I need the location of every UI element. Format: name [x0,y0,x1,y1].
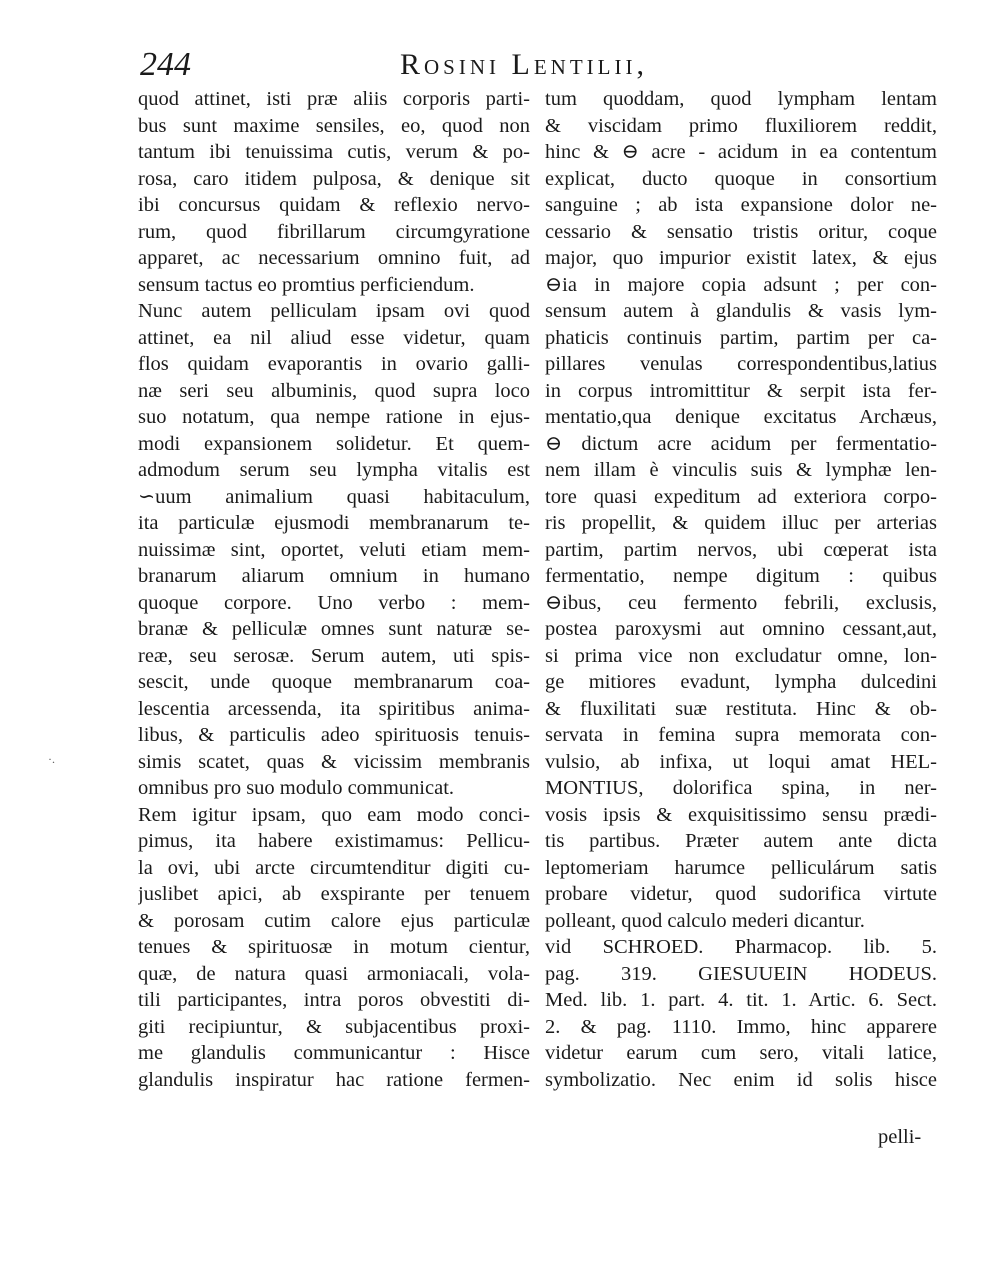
text-line: tili participantes, intra poros obvestiti di- [138,989,530,1011]
text-line: vulsio, ab infixa, ut loqui amat HEL- [545,750,937,773]
text-line: & viscidam primo fluxiliorem reddit, [545,114,937,137]
text-line: juslibet apici, ab exspirante per tenuem [138,883,530,905]
text-line: Med. lib. 1. part. 4. tit. 1. Artic. 6. Sect. [545,989,937,1011]
text-line: mentatio,qua denique excitatus Archæus, [545,406,937,428]
margin-mark: ·. [48,752,55,766]
text-line: attinet, ea nil aliud esse videtur, quam [138,326,530,349]
text-line: suo notatum, qua nempe ratione in ejus- [138,406,530,428]
text-line: libus, & particulis adeo spirituosis tenuis- [138,724,530,746]
text-line: rosa, caro itidem pulposa, & denique sit [138,167,530,190]
left-column [138,86,530,1093]
text-line: pimus, ita habere existimamus: Pellicu- [138,830,530,852]
text-line: videtur earum cum sero, vitali latice, [545,1042,937,1064]
text-line: apparet, ac necessarium omnino fuit, ad [138,247,530,269]
text-line: sanguine ; ab ista expansione dolor ne- [545,194,937,216]
text-line: & porosam cutim calore ejus particulæ [138,909,530,932]
text-line: vid SCHROED. Pharmacop. lib. 5. [545,936,937,958]
text-line: nem illam è vinculis suis & lymphæ len- [545,459,937,481]
text-line: tore quasi expeditum ad exteriora corpo- [545,485,937,508]
text-line: quod attinet, isti præ aliis corporis parti- [138,88,530,110]
text-line: major, quo impurior existit latex, & ejus [545,247,937,269]
text-line: & fluxilitati suæ restituta. Hinc & ob- [545,697,937,720]
text-line: me glandulis communicantur : Hisce [138,1042,530,1064]
text-line: nuissimæ sint, oportet, veluti etiam mem- [138,538,530,561]
text-line: fermentatio, nempe digitum : quibus [545,565,937,587]
text-line: hinc & ⊖ acre - acidum in ea contentum [545,141,937,163]
text-line: cessario & sensatio tristis oritur, coque [545,220,937,243]
text-line: la ovi, ubi arcte circumtenditur digiti cu- [138,856,530,879]
text-line: bus sunt maxime sensiles, eo, quod non [138,114,530,137]
text-line: 2. & pag. 1110. Immo, hinc apparere [545,1015,937,1038]
text-line: ibi concursus quidam & reflexio nervo- [138,194,530,216]
text-line: pillares venulas correspondentibus,latius [545,353,937,375]
text-line: tantum ibi tenuissima cutis, verum & po- [138,141,530,163]
text-line: tenues & spirituosæ in motum cientur, [138,936,530,958]
text-line: giti recipiuntur, & subjacentibus proxi- [138,1015,530,1038]
text-line: servata in femina supra memorata con- [545,724,937,746]
text-line: omnibus pro suo modulo communicat. [138,777,455,799]
text-line: vosis ipsis & exquisitissimo sensu prædi- [545,803,937,826]
text-line: quoque corpore. Uno verbo : mem- [138,591,530,614]
text-line: tum quoddam, quod lympham lentam [545,88,937,110]
text-line: reæ, seu serosæ. Serum autem, uti spis- [138,644,530,667]
text-line: polleant, quod calculo mederi dicantur. [545,909,865,932]
text-line: flos quidam evaporantis in ovario galli- [138,353,530,375]
running-head: Rosini Lentilii, [400,48,648,81]
text-line: postea paroxysmi aut omnino cessant,aut, [545,618,937,640]
text-line: sensum tactus eo promtius perficiendum. [138,273,475,296]
text-line: ⊖ dictum acre acidum per fermentatio- [545,432,937,455]
text-line: ris propellit, & quidem illuc per arterias [545,512,937,534]
text-line: branæ & pelliculæ omnes sunt naturæ se- [138,618,530,640]
text-line: simis scatet, quas & vicissim membranis [138,750,530,773]
right-column [545,86,937,1093]
text-line: næ seri seu albuminis, quod supra loco [138,379,530,402]
text-line: quæ, de natura quasi armoniacali, vola- [138,962,530,985]
text-line: tis partibus. Præter autem ante dicta [545,830,937,852]
text-line: branarum aliarum omnium in humano [138,565,530,587]
text-line: sescit, unde quoque membranarum coa- [138,671,530,693]
text-line: pag. 319. GIESUUEIN HODEUS. [545,962,937,985]
text-line: ge mitiores evadunt, lympha dulcedini [545,671,937,693]
text-line: lescentia arcessenda, ita spiritibus anima- [138,697,530,720]
text-line: in corpus intromittitur & serpit ista fer- [545,379,937,402]
text-line: si prima vice non excludatur omne, lon- [545,644,937,667]
text-line: admodum serum seu lympha vitalis est [138,459,530,481]
text-line: Rem igitur ipsam, quo eam modo conci- [138,803,530,826]
text-line: phaticis continuis partim, partim per ca- [545,326,937,349]
catchword: pelli- [878,1126,922,1148]
text-line: rum, quod fibrillarum circumgyratione [138,220,530,243]
text-line: modi expansionem solidetur. Et quem- [138,432,530,455]
text-line: glandulis inspiratur hac ratione fermen- [138,1068,530,1091]
text-line: ∽uum animalium quasi habitaculum, [138,485,530,508]
text-line: ita particulæ ejusmodi membranarum te- [138,512,530,534]
text-line: Nunc autem pelliculam ipsam ovi quod [138,300,530,322]
text-line: sensum autem à glandulis & vasis lym- [545,300,937,322]
text-line: explicat, ducto quoque in consortium [545,167,937,190]
text-line: ⊖ia in majore copia adsunt ; per con- [545,273,937,296]
text-line: probare videtur, quod sudorifica virtute [545,883,937,905]
text-line: symbolizatio. Nec enim id solis hisce [545,1068,937,1091]
text-line: leptomeriam harumce pelliculárum satis [545,856,937,879]
text-line: ⊖ibus, ceu fermento febrili, exclusis, [545,591,937,614]
page-header [140,40,940,90]
text-line: partim, partim nervos, ubi cœperat ista [545,538,937,561]
text-line: MONTIUS, dolorifica spina, in ner- [545,777,937,799]
page-number: 244 [140,46,191,83]
